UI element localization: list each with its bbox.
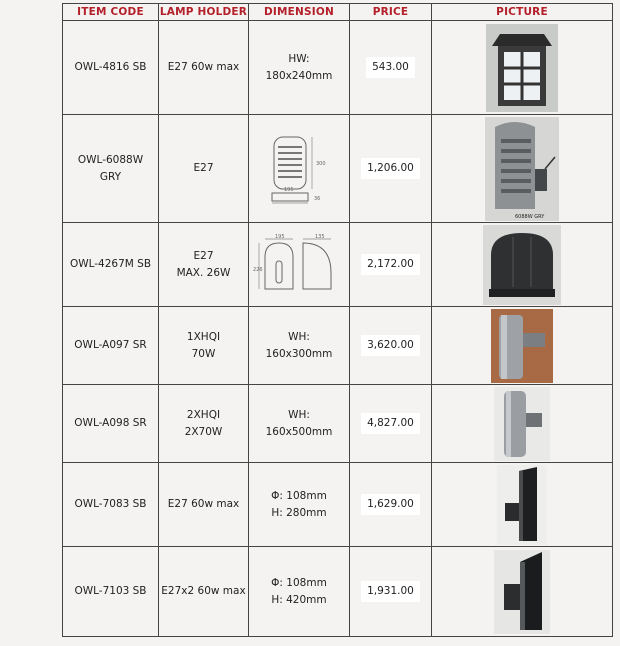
lamp-holder-cell <box>159 115 249 223</box>
lamp-holder-cell <box>159 385 249 463</box>
lamp-holder-line: 1XHQI <box>186 330 221 343</box>
price-value: 2,172.00 <box>361 254 420 275</box>
technical-drawing-icon <box>253 233 345 297</box>
item-code-cell: OWL-A098 SR <box>63 385 159 463</box>
picture-cell <box>432 463 613 547</box>
lamp-holder-cell <box>159 463 249 547</box>
lamp-holder-line: E27 60w max <box>167 61 240 73</box>
drawing-height-label: 300 <box>316 160 326 167</box>
table-row <box>63 547 613 637</box>
lamp-holder-line: 70W <box>191 347 216 360</box>
picture-cell <box>432 307 613 385</box>
dimension-line: Φ: 108mm <box>271 576 327 589</box>
technical-drawing-icon <box>264 131 334 207</box>
price-cell <box>350 547 432 637</box>
dimension-cell <box>249 21 350 115</box>
dimension-line: 160x500mm <box>265 425 333 438</box>
table-row <box>63 385 613 463</box>
tall-slanted-cylinder-wall-lamp-photo <box>494 550 550 634</box>
price-cell <box>350 223 432 307</box>
long-cylinder-wall-lamp-photo <box>494 387 550 461</box>
header-price: PRICE <box>350 4 432 21</box>
dimension-cell <box>249 547 350 637</box>
drawing-width-label: 195 <box>284 186 294 193</box>
price-cell <box>350 307 432 385</box>
lamp-holder-cell <box>159 547 249 637</box>
lamp-holder-line: E27x2 60w max <box>161 585 246 597</box>
item-code-cell: OWL-A097 SR <box>63 307 159 385</box>
dimension-cell <box>249 115 350 223</box>
table-row <box>63 21 613 115</box>
picture-cell <box>432 223 613 307</box>
item-code-cell: OWL-4816 SB <box>63 21 159 115</box>
price-cell <box>350 385 432 463</box>
picture-cell <box>432 547 613 637</box>
dimension-cell <box>249 385 350 463</box>
dimension-line: HW: <box>288 52 310 65</box>
lamp-holder-cell <box>159 307 249 385</box>
dimension-cell <box>249 463 350 547</box>
price-value: 3,620.00 <box>361 335 420 356</box>
header-picture: PICTURE <box>432 4 613 21</box>
price-cell <box>350 463 432 547</box>
header-dimension: DIMENSION <box>249 4 350 21</box>
picture-cell <box>432 21 613 115</box>
dimension-line: WH: <box>288 408 310 421</box>
lamp-holder-line: E27 60w max <box>167 498 240 510</box>
header-lamp-holder: LAMP HOLDER <box>159 4 249 21</box>
item-code-cell: OWL-4267M SB <box>63 223 159 307</box>
item-code-cell: OWL-7103 SB <box>63 547 159 637</box>
picture-cell <box>432 115 613 223</box>
drawing-depth-label: 135 <box>315 233 325 240</box>
dimension-line: H: 280mm <box>271 506 327 519</box>
price-value: 1,206.00 <box>361 158 420 179</box>
dimension-cell <box>249 223 350 307</box>
lamp-holder-line: MAX. 26W <box>176 266 231 279</box>
price-value: 4,827.00 <box>361 413 420 434</box>
dimension-line: Φ: 108mm <box>271 489 327 502</box>
lamp-holder-line: 2XHQI <box>186 408 221 421</box>
item-code-cell: OWL-7083 SB <box>63 463 159 547</box>
header-row <box>63 4 613 21</box>
dimension-line: WH: <box>288 330 310 343</box>
header-item-code: ITEM CODE <box>63 4 159 21</box>
slanted-cylinder-wall-lamp-photo <box>497 465 547 545</box>
table-row <box>63 307 613 385</box>
drawing-width-label: 195 <box>275 233 285 240</box>
table-row <box>63 115 613 223</box>
lantern-wall-lamp-photo <box>486 24 558 112</box>
item-code-cell: OWL-6088W GRY <box>63 115 159 223</box>
lamp-holder-line: E27 <box>193 249 214 262</box>
drawing-height-label: 226 <box>253 266 263 273</box>
dimension-cell <box>249 307 350 385</box>
price-value: 1,629.00 <box>361 494 420 515</box>
table-row <box>63 463 613 547</box>
louvered-wall-lamp-photo <box>485 117 559 221</box>
cylinder-wall-lamp-photo <box>491 309 553 383</box>
dimension-line: 160x300mm <box>265 347 333 360</box>
dimension-line: 180x240mm <box>265 69 333 82</box>
picture-caption: 6088W GRY <box>515 213 545 220</box>
price-cell <box>350 21 432 115</box>
drawing-depth-label: 36 <box>314 195 321 202</box>
price-cell <box>350 115 432 223</box>
lamp-holder-cell <box>159 223 249 307</box>
lamp-holder-line: E27 <box>193 162 214 174</box>
picture-cell <box>432 385 613 463</box>
lamp-holder-cell <box>159 21 249 115</box>
price-value: 1,931.00 <box>361 581 420 602</box>
dimension-line: H: 420mm <box>271 593 327 606</box>
dome-hood-wall-lamp-photo <box>483 225 561 305</box>
price-value: 543.00 <box>366 57 415 78</box>
table-row <box>63 223 613 307</box>
lamp-holder-line: 2X70W <box>184 425 223 438</box>
product-table <box>62 3 613 637</box>
